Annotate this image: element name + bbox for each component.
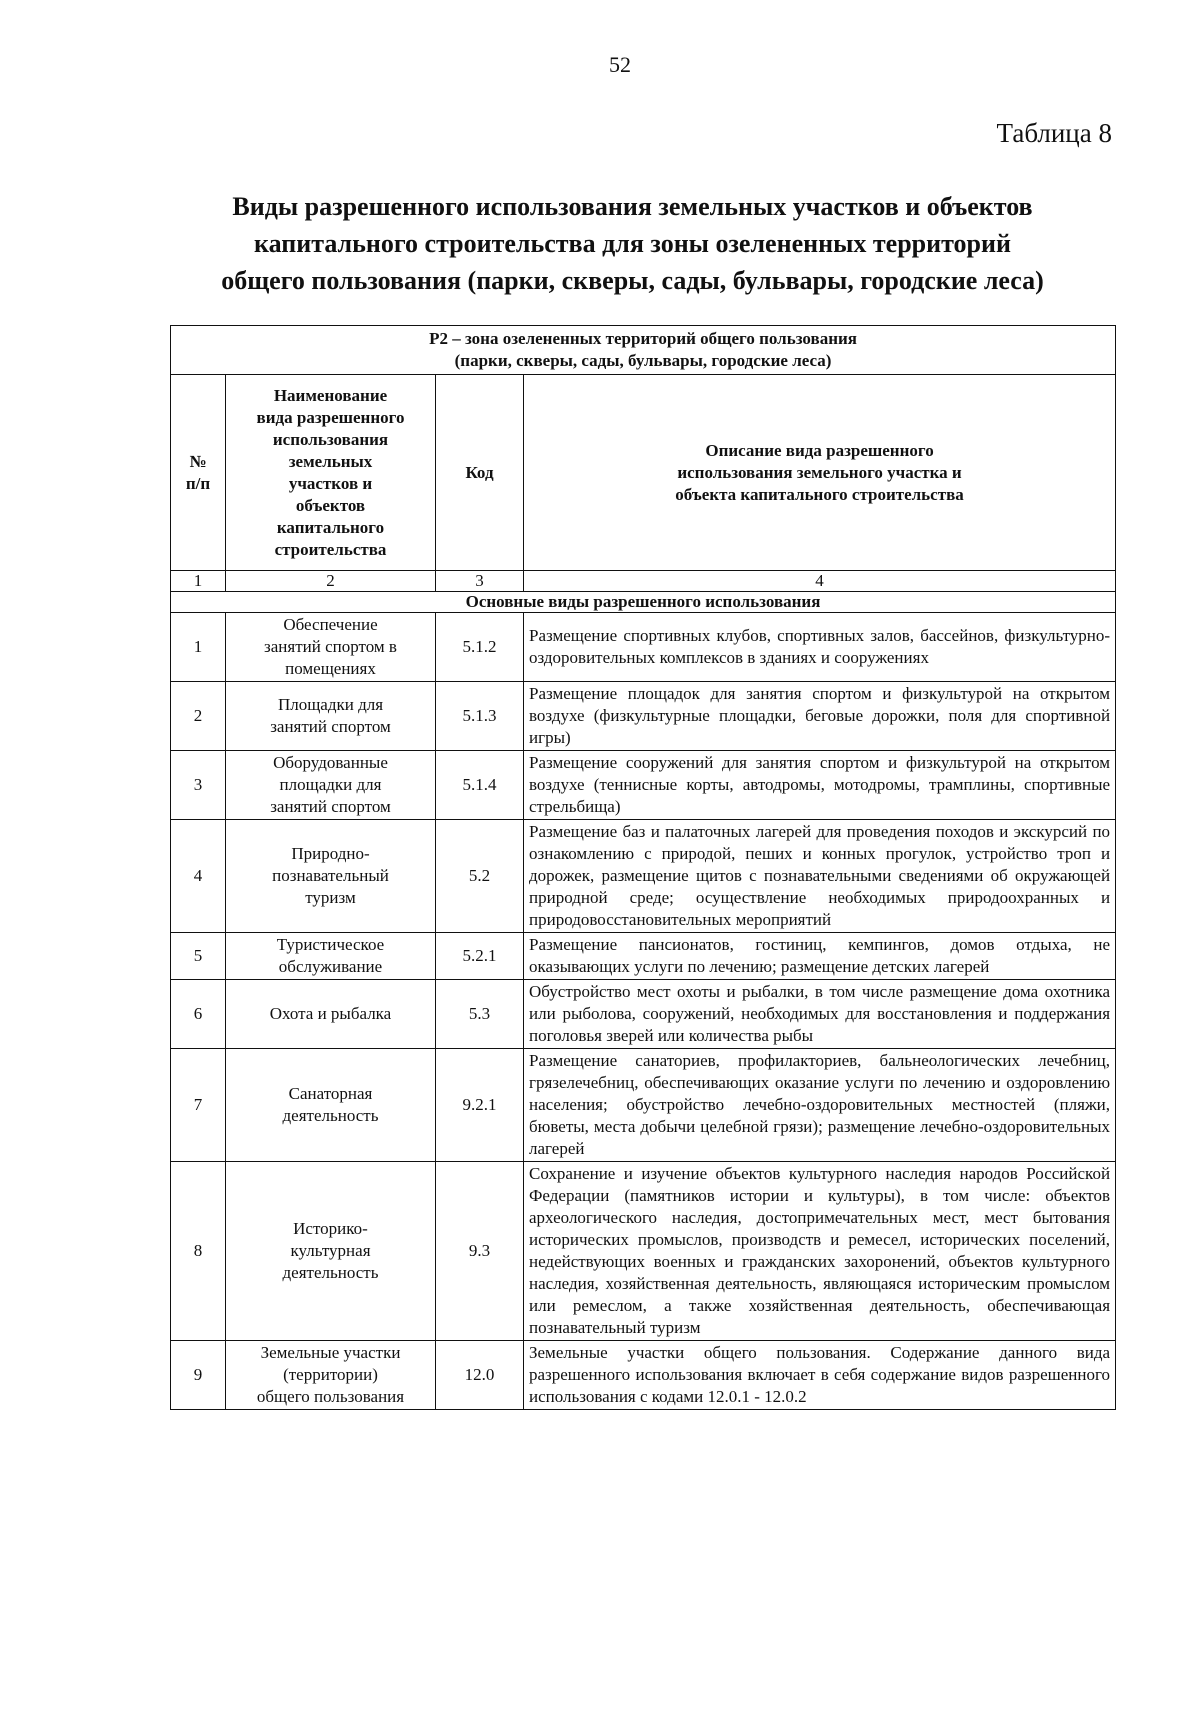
row-code: 9.3 [436, 1162, 524, 1341]
table-row [171, 1341, 1116, 1410]
row-name-line: занятий спортом в [264, 637, 397, 656]
row-name-line: общего пользования [256, 1387, 405, 1406]
section-row [171, 592, 1116, 613]
page-number: 52 [609, 52, 631, 77]
header-name-line: объектов [295, 495, 366, 515]
header-code: Код [436, 375, 524, 571]
row-name-line: занятий спортом [270, 717, 391, 736]
row-description: Размещение санаториев, профилакториев, бальнеологических лечебниц, грязелечебниц, обеспечивающих оказание услуги по лечению и оздоровлению населения; обустройство лечебно-оздоровительных местностей (пляжи, бюветы, места добычи целебной грязи); размещение лечебно-оздоровительных лагерей [524, 1049, 1116, 1162]
row-name-line: деятельность [282, 1263, 379, 1282]
row-name [226, 820, 436, 933]
row-name-line: культурная [290, 1241, 371, 1260]
header-desc-line: объекта капитального строительства [675, 484, 964, 504]
table-row [171, 1162, 1116, 1341]
row-number: 1 [171, 613, 226, 682]
header-name-line: строительства [274, 539, 387, 559]
row-code: 9.2.1 [436, 1049, 524, 1162]
row-description: Размещение баз и палаточных лагерей для проведения походов и экскурсий по ознакомлению с природой, пеших и конных прогулок, устройство троп и дорожек, размещение щитов с познавательными сведениями об окружающей природной среде; осуществление необходимых природоохранных и природовосстановительных мероприятий [524, 820, 1116, 933]
row-description: Размещение пансионатов, гостиниц, кемпингов, домов отдыха, не оказывающих услуги по лечению; размещение детских лагерей [524, 933, 1116, 980]
header-num-line: п/п [185, 473, 211, 493]
row-description: Земельные участки общего пользования. Содержание данного вида разрешенного использования включает в себя содержание видов разрешенного использования с кодами 12.0.1 - 12.0.2 [524, 1341, 1116, 1410]
row-name-line: Оборудованные [273, 753, 388, 772]
row-number: 7 [171, 1049, 226, 1162]
zone-line: (парки, скверы, сады, бульвары, городские леса) [454, 351, 832, 370]
row-name [226, 751, 436, 820]
table-row [171, 613, 1116, 682]
header-name-line: использования [272, 429, 389, 449]
column-header-row [171, 375, 1116, 571]
header-name [226, 375, 436, 571]
row-name-line: Охота и рыбалка [269, 1004, 392, 1023]
table-row [171, 820, 1116, 933]
document-title [150, 188, 1115, 299]
row-number: 6 [171, 980, 226, 1049]
header-name-line: земельных [288, 451, 373, 471]
row-description: Сохранение и изучение объектов культурного наследия народов Российской Федерации (памятников истории и культуры), в том числе: объектов археологического наследия, достопримечательных мест, мест бытования исторических промыслов, производств и ремесел, исторических поселений, недействующих военных и гражданских захоронений, объектов культурного наследия, хозяйственная деятельность, являющаяся историческим промыслом или ремеслом, а также хозяйственная деятельность, обеспечивающая познавательный туризм [524, 1162, 1116, 1341]
zone-header-cell [171, 326, 1116, 375]
row-name-line: туризм [305, 888, 356, 907]
column-number-row [171, 571, 1116, 592]
row-name [226, 613, 436, 682]
table-row [171, 1049, 1116, 1162]
table-row [171, 980, 1116, 1049]
column-number: 1 [171, 571, 226, 592]
row-name-line: занятий спортом [270, 797, 391, 816]
table-label: Таблица 8 [996, 118, 1112, 148]
row-description: Обустройство мест охоты и рыбалки, в том числе размещение дома охотника или рыболова, сооружений, необходимых для восстановления и поддержания поголовья зверей или количества рыбы [524, 980, 1116, 1049]
column-number: 3 [436, 571, 524, 592]
row-code: 12.0 [436, 1341, 524, 1410]
row-number: 4 [171, 820, 226, 933]
row-name [226, 933, 436, 980]
title-line: капитального строительства для зоны озелененных территорий [254, 229, 1011, 258]
row-description: Размещение площадок для занятия спортом и физкультурой на открытом воздухе (физкультурные площадки, беговые дорожки, поля для спортивной игры) [524, 682, 1116, 751]
row-name [226, 1049, 436, 1162]
row-code: 5.1.2 [436, 613, 524, 682]
row-name-line: Площадки для [277, 695, 384, 714]
header-num [171, 375, 226, 571]
row-code: 5.3 [436, 980, 524, 1049]
row-name-line: помещениях [285, 659, 376, 678]
table-row [171, 751, 1116, 820]
row-name [226, 1162, 436, 1341]
header-num-line: № [189, 451, 207, 471]
header-desc-line: Описание вида разрешенного [705, 440, 934, 460]
row-number: 9 [171, 1341, 226, 1410]
row-number: 2 [171, 682, 226, 751]
land-use-table [170, 325, 1116, 1410]
row-name-line: деятельность [282, 1106, 379, 1125]
title-line: Виды разрешенного использования земельных участков и объектов [232, 192, 1033, 221]
row-code: 5.1.3 [436, 682, 524, 751]
row-name-line: площадки для [279, 775, 382, 794]
row-number: 3 [171, 751, 226, 820]
section-title: Основные виды разрешенного использования [171, 592, 1116, 613]
row-number: 8 [171, 1162, 226, 1341]
row-name-line: Земельные участки [260, 1343, 401, 1362]
zone-line: Р2 – зона озелененных территорий общего пользования [429, 329, 857, 348]
header-description [524, 375, 1116, 571]
row-name [226, 1341, 436, 1410]
title-line: общего пользования (парки, скверы, сады, бульвары, городские леса) [221, 266, 1044, 295]
column-number: 4 [524, 571, 1116, 592]
row-name-line: (территории) [283, 1365, 378, 1384]
header-name-line: участков и [288, 473, 373, 493]
row-name-line: Туристическое [276, 935, 385, 954]
row-description: Размещение спортивных клубов, спортивных залов, бассейнов, физкультурно-оздоровительных комплексов в зданиях и сооружениях [524, 613, 1116, 682]
column-number: 2 [226, 571, 436, 592]
header-desc-line: использования земельного участка и [677, 462, 962, 482]
row-name-line: Обеспечение [283, 615, 378, 634]
header-name-line: капитального [276, 517, 385, 537]
row-code: 5.2 [436, 820, 524, 933]
row-code: 5.1.4 [436, 751, 524, 820]
row-name [226, 980, 436, 1049]
header-name-line: Наименование [273, 385, 388, 405]
row-name [226, 682, 436, 751]
header-name-line: вида разрешенного [256, 407, 405, 427]
row-name-line: Историко- [293, 1219, 368, 1238]
row-number: 5 [171, 933, 226, 980]
row-name-line: познавательный [272, 866, 389, 885]
row-name-line: Природно- [291, 844, 370, 863]
row-name-line: обслуживание [278, 957, 383, 976]
row-code: 5.2.1 [436, 933, 524, 980]
zone-header-row [171, 326, 1116, 375]
row-description: Размещение сооружений для занятия спортом и физкультурой на открытом воздухе (теннисные корты, автодромы, мотодромы, трамплины, спортивные стрельбища) [524, 751, 1116, 820]
table-row [171, 933, 1116, 980]
table-row [171, 682, 1116, 751]
row-name-line: Санаторная [288, 1084, 373, 1103]
